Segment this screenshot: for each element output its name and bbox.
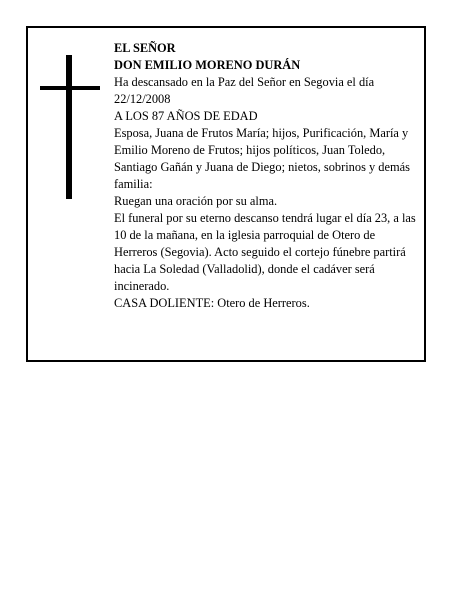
death-announcement: Ha descansado en la Paz del Señor en Segovia el día 22/12/2008 — [114, 75, 375, 106]
cross-vertical-bar — [66, 55, 72, 199]
funeral-details: El funeral por su eterno descanso tendrá lugar el día 23, a las 10 de la mañana, en la iglesia parroquial de Otero de Herreros (Segovia). Acto seguido el cortejo fúnebre partirá hacia La Soledad (Valladolid), donde el cadáver será incinerado. — [114, 211, 416, 293]
mourning-house: CASA DOLIENTE: Otero de Herreros. — [114, 296, 310, 310]
honorific-title: EL SEÑOR — [114, 41, 176, 55]
latin-cross-icon — [40, 55, 100, 199]
family-list: Esposa, Juana de Frutos María; hijos, Purificación, María y Emilio Moreno de Frutos; hijos políticos, Juan Toledo, Santiago Gañán y Juana de Diego; nietos, sobrinos y demás familia: — [114, 126, 410, 191]
obituary-notice — [26, 26, 426, 362]
deceased-name: DON EMILIO MORENO DURÁN — [114, 58, 301, 72]
obituary-text — [114, 40, 420, 312]
age-line: A LOS 87 AÑOS DE EDAD — [114, 109, 258, 123]
prayer-request: Ruegan una oración por su alma. — [114, 194, 278, 208]
cross-horizontal-bar — [40, 86, 100, 90]
